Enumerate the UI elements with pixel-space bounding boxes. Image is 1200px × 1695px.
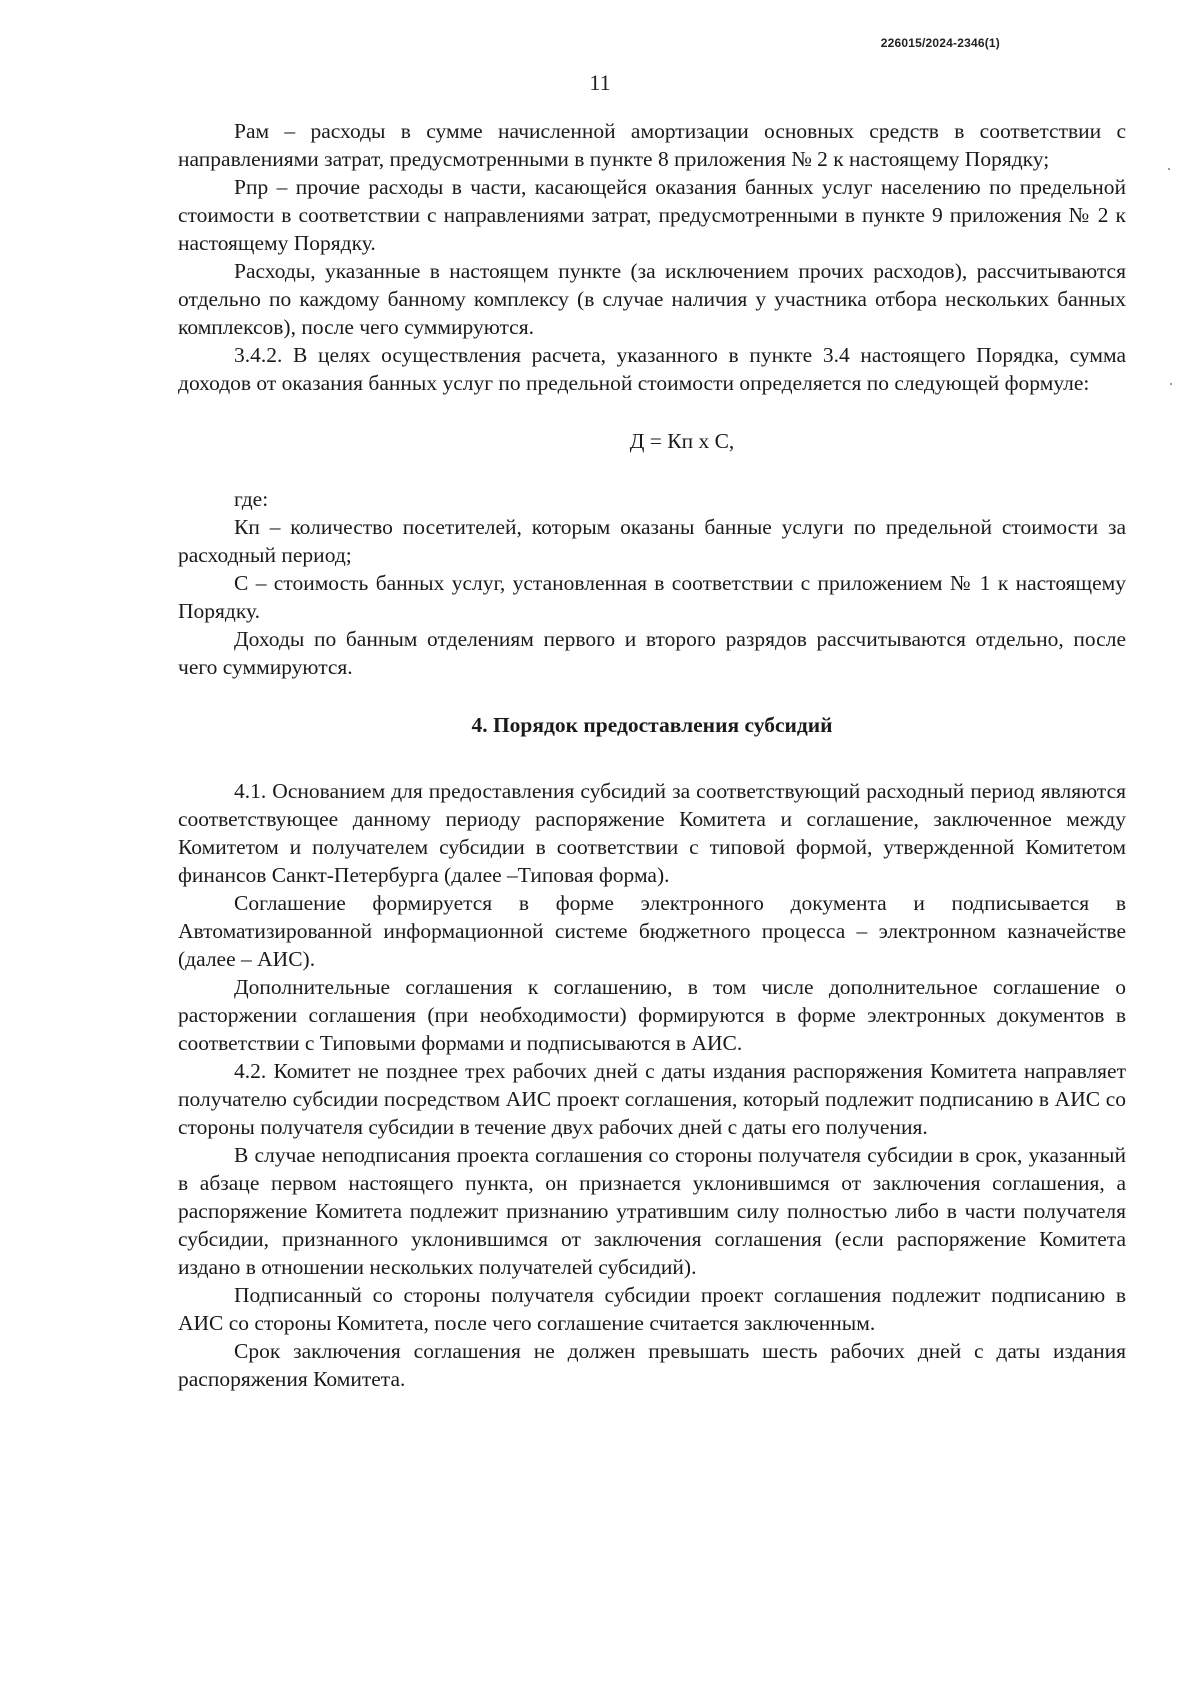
paragraph-non-signing: В случае неподписания проекта соглашения со стороны получателя субсидии в срок, указанный в абзаце первом настоящего пункта, он признается уклонившимся от заключения соглашения, а распоряжение Комитета подлежит признанию утратившим силу полностью либо в части получателя субсидии, признанного уклонившимся от заключения соглашения (если распоряжение Комитета издано в отношении нескольких получателей субсидий). <box>178 1143 1126 1279</box>
page-number: 11 <box>589 70 611 95</box>
where-label: где: <box>234 487 269 511</box>
paragraph-kp: Кп – количество посетителей, которым оказаны банные услуги по предельной стоимости за расходный период; <box>178 515 1126 567</box>
document-registration-stamp: 226015/2024-2346(1) <box>880 36 1000 50</box>
document-body <box>178 117 1126 1393</box>
scan-speck <box>1170 383 1172 385</box>
paragraph-income-note: Доходы по банным отделениям первого и второго разрядов рассчитываются отдельно, после чего суммируются. <box>178 627 1126 679</box>
formula: Д = Кп х С, <box>629 429 735 453</box>
paragraph-ram: Рам – расходы в сумме начисленной амортизации основных средств в соответствии с направлениями затрат, предусмотренными в пункте 8 приложения № 2 к настоящему Порядку; <box>178 119 1126 171</box>
paragraph-4-1: 4.1. Основанием для предоставления субсидий за соответствующий расходный период являются соответствующее данному периоду распоряжение Комитета и соглашение, заключенное между Комитетом и получателем субсидии в соответствии с типовой формой, утвержденной Комитетом финансов Санкт-Петербурга (далее –Типовая форма). <box>178 779 1126 887</box>
paragraph-4-2: 4.2. Комитет не позднее трех рабочих дней с даты издания распоряжения Комитета направляет получателю субсидии посредством АИС проект соглашения, который подлежит подписанию в АИС со стороны получателя субсидии в течение двух рабочих дней с даты его получения. <box>178 1059 1126 1139</box>
paragraph-signed-agreement: Подписанный со стороны получателя субсидии проект соглашения подлежит подписанию в АИС со стороны Комитета, после чего соглашение считается заключенным. <box>178 1283 1126 1335</box>
paragraph-rpr: Рпр – прочие расходы в части, касающейся оказания банных услуг населению по предельной стоимости в соответствии с направлениями затрат, предусмотренными в пункте 9 приложения № 2 к настоящему Порядку. <box>178 175 1126 255</box>
paragraph-additional-agreements: Дополнительные соглашения к соглашению, в том числе дополнительное соглашение о расторжении соглашения (при необходимости) формируются в форме электронных документов в соответствии с Типовыми формами и подписываются в АИС. <box>178 975 1126 1055</box>
scan-speck <box>1168 168 1170 170</box>
paragraph-deadline: Срок заключения соглашения не должен превышать шесть рабочих дней с даты издания распоряжения Комитета. <box>178 1339 1126 1391</box>
paragraph-3-4-2: 3.4.2. В целях осуществления расчета, указанного в пункте 3.4 настоящего Порядка, сумма доходов от оказания банных услуг по предельной стоимости определяется по следующей формуле: <box>178 343 1126 395</box>
section-heading: 4. Порядок предоставления субсидий <box>471 713 833 737</box>
paragraph-c: С – стоимость банных услуг, установленная в соответствии с приложением № 1 к настоящему Порядку. <box>178 571 1126 623</box>
paragraph-expenses-note: Расходы, указанные в настоящем пункте (за исключением прочих расходов), рассчитываются отдельно по каждому банному комплексу (в случае наличия у участника отбора нескольких банных комплексов), после чего суммируются. <box>178 259 1126 339</box>
paragraph-agreement-form: Соглашение формируется в форме электронного документа и подписывается в Автоматизированной информационной системе бюджетного процесса – электронном казначействе (далее – АИС). <box>178 891 1126 971</box>
